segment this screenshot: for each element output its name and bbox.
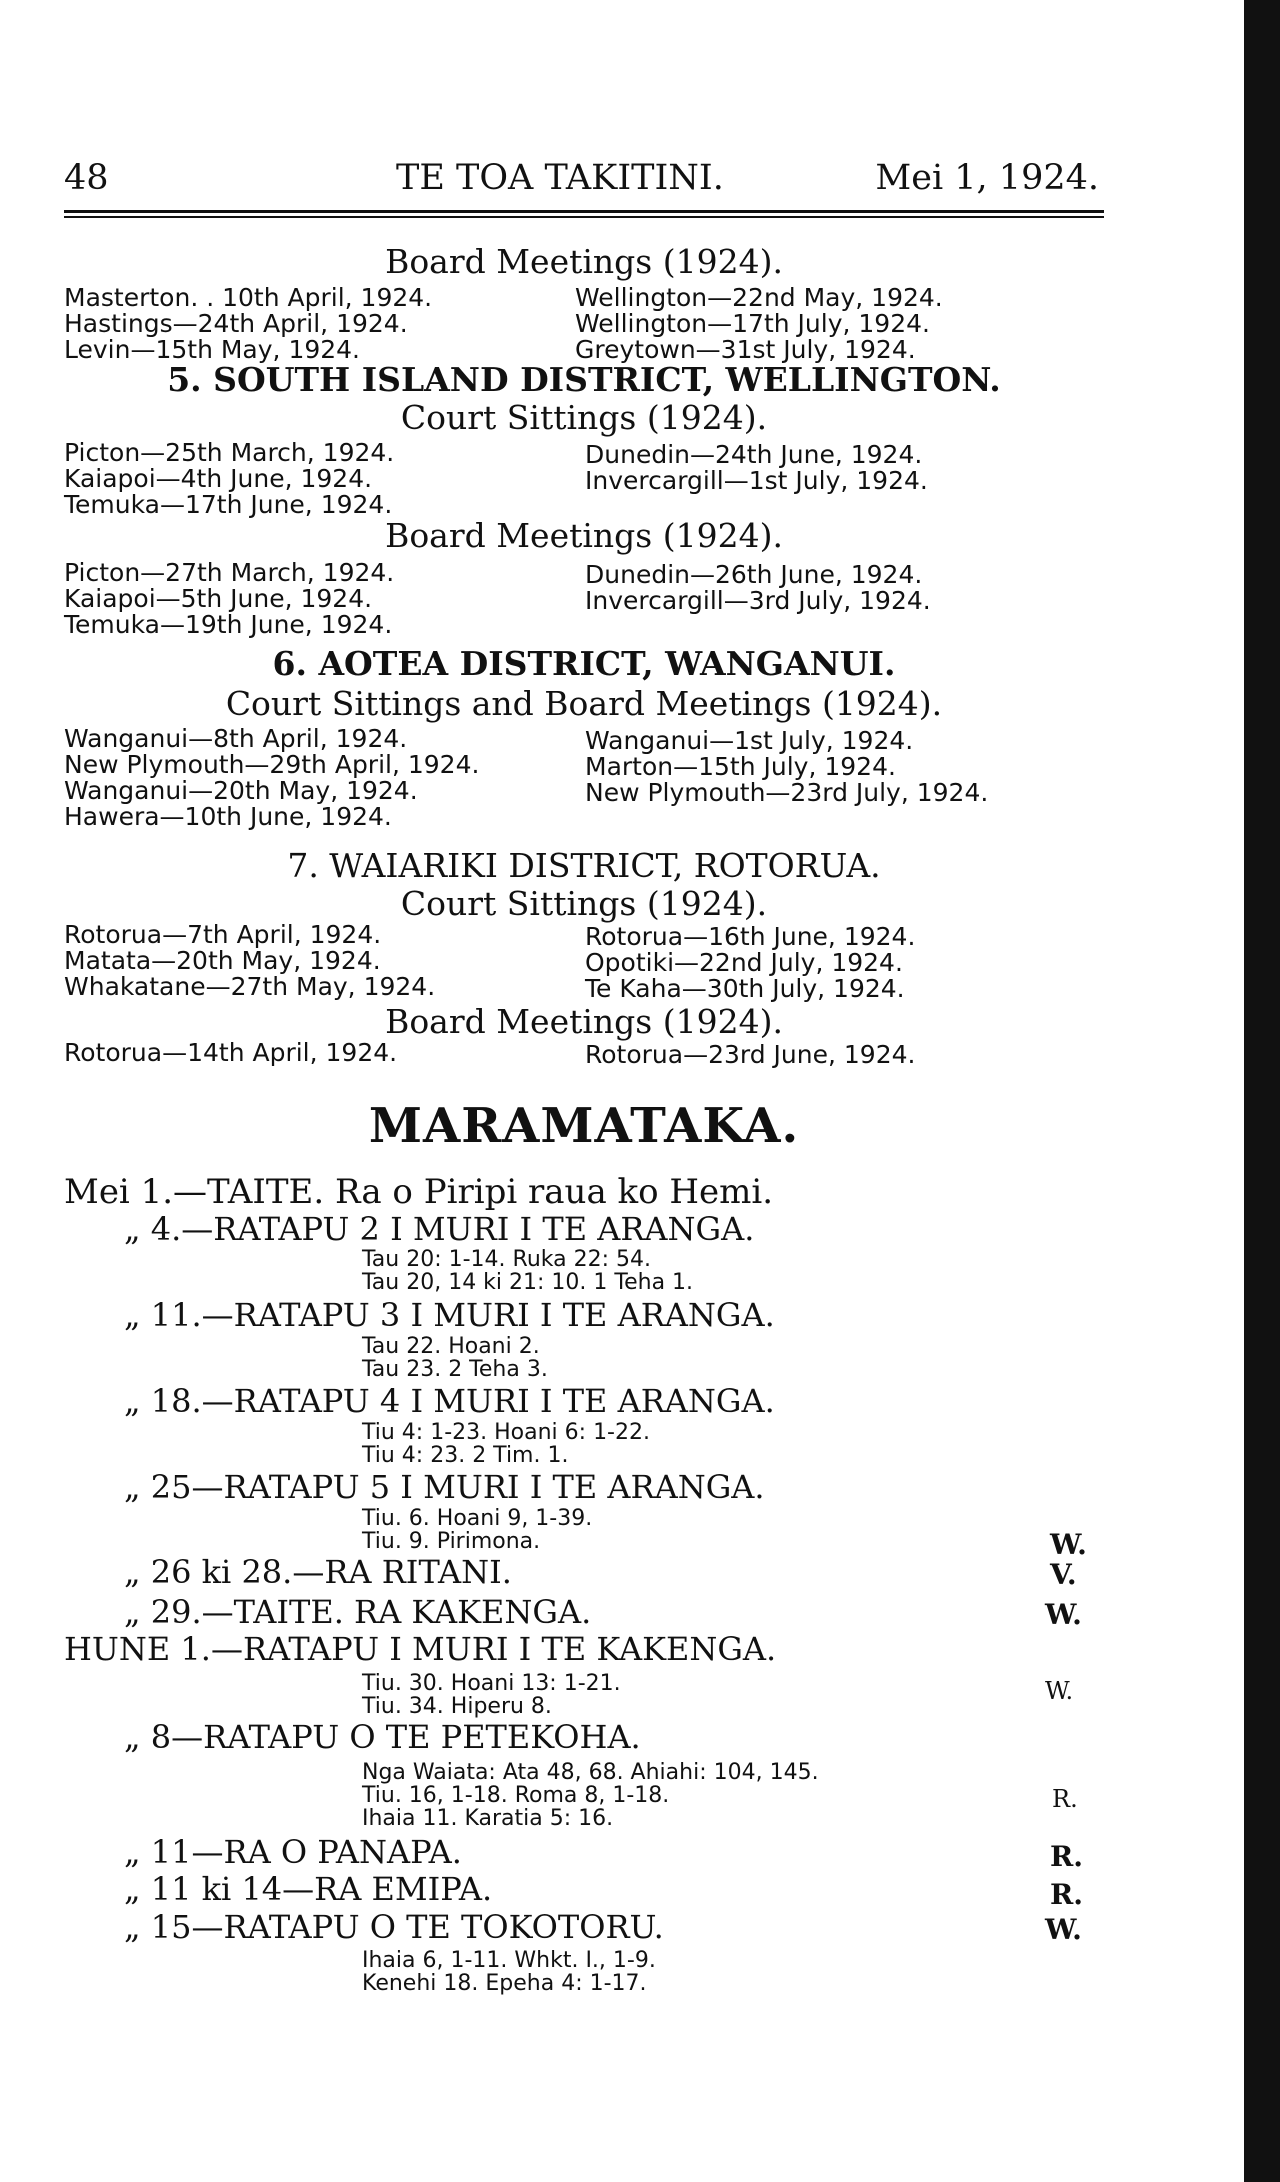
reading-ref: Tiu. 6. Hoani 9, 1-39. <box>362 1506 593 1531</box>
calendar-entry: „ 11—RA O PANAPA. <box>124 1833 462 1871</box>
scan-edge-bar <box>1244 0 1280 2182</box>
reading-ref: Tau 20, 14 ki 21: 10. 1 Teha 1. <box>362 1270 694 1295</box>
section-heading: 7. WAIARIKI DISTRICT, ROTORUA. <box>287 846 881 885</box>
calendar-entry: HUNE 1.—RATAPU I MURI I TE KAKENGA. <box>64 1630 777 1668</box>
vestment-color-mark: R. <box>1050 1878 1084 1911</box>
board-meetings-heading: Board Meetings (1924). <box>385 242 783 281</box>
header-rule <box>64 210 1104 213</box>
running-title: TE TOA TAKITINI. <box>396 158 724 198</box>
sitting-entry: Wanganui—8th April, 1924. <box>64 724 408 753</box>
meeting-entry: Masterton. . 10th April, 1924. <box>64 283 433 312</box>
meeting-entry: Kaiapoi—5th June, 1924. <box>64 584 373 613</box>
sitting-entry: New Plymouth—29th April, 1924. <box>64 750 480 779</box>
sitting-entry: Temuka—17th June, 1924. <box>64 490 393 519</box>
sitting-entry: Hawera—10th June, 1924. <box>64 802 392 831</box>
reading-ref: Tiu. 34. Hiperu 8. <box>362 1694 552 1719</box>
sitting-entry: Rotorua—7th April, 1924. <box>64 920 382 949</box>
reading-ref: Tiu 4: 1-23. Hoani 6: 1-22. <box>362 1420 650 1445</box>
reading-ref: Ihaia 6, 1-11. Whkt. I., 1-9. <box>362 1948 656 1973</box>
board-meetings-heading: Board Meetings (1924). <box>385 516 783 555</box>
reading-ref: Tau 20: 1-14. Ruka 22: 54. <box>362 1247 651 1272</box>
reading-ref: Nga Waiata: Ata 48, 68. Ahiahi: 104, 145. <box>362 1760 819 1785</box>
vestment-color-mark: W. <box>1045 1598 1082 1631</box>
sitting-entry: Opotiki—22nd July, 1924. <box>585 948 903 977</box>
sitting-entry: Kaiapoi—4th June, 1924. <box>64 464 373 493</box>
header-rule-thin <box>64 216 1104 218</box>
sitting-entry: Invercargill—1st July, 1924. <box>585 466 928 495</box>
court-board-heading: Court Sittings and Board Meetings (1924). <box>225 684 943 723</box>
meeting-entry: Picton—27th March, 1924. <box>64 558 395 587</box>
issue-date: Mei 1, 1924. <box>875 158 1099 198</box>
page-number: 48 <box>64 158 109 198</box>
sitting-entry: Wanganui—20th May, 1924. <box>64 776 418 805</box>
calendar-entry: „ 25—RATAPU 5 I MURI I TE ARANGA. <box>124 1468 765 1506</box>
sitting-entry: Te Kaha—30th July, 1924. <box>585 974 905 1003</box>
meeting-entry: Hastings—24th April, 1924. <box>64 309 408 338</box>
calendar-entry: „ 18.—RATAPU 4 I MURI I TE ARANGA. <box>124 1382 775 1420</box>
board-meetings-heading: Board Meetings (1924). <box>385 1002 783 1041</box>
court-sittings-heading: Court Sittings (1924). <box>400 398 768 437</box>
sitting-entry: Matata—20th May, 1924. <box>64 946 381 975</box>
vestment-color-mark: R. <box>1050 1840 1084 1873</box>
meeting-entry: Invercargill—3rd July, 1924. <box>585 586 931 615</box>
reading-ref: Ihaia 11. Karatia 5: 16. <box>362 1806 614 1831</box>
vestment-color-mark: W. <box>1045 1913 1082 1946</box>
vestment-color-mark: W. <box>1045 1677 1074 1705</box>
reading-ref: Tiu. 9. Pirimona. <box>362 1529 541 1554</box>
calendar-entry: „ 29.—TAITE. RA KAKENGA. <box>124 1593 592 1631</box>
calendar-entry: „ 11 ki 14—RA EMIPA. <box>124 1870 493 1908</box>
section-heading: 5. SOUTH ISLAND DISTRICT, WELLINGTON. <box>167 360 1001 399</box>
page-header <box>64 158 1099 208</box>
meeting-entry: Temuka—19th June, 1924. <box>64 610 393 639</box>
calendar-entry: „ 8—RATAPU O TE PETEKOHA. <box>124 1718 641 1756</box>
reading-ref: Tiu 4: 23. 2 Tim. 1. <box>362 1443 569 1468</box>
meeting-entry: Rotorua—14th April, 1924. <box>64 1038 398 1067</box>
maramataka-heading: MARAMATAKA. <box>368 1098 800 1154</box>
reading-ref: Tau 23. 2 Teha 3. <box>362 1357 548 1382</box>
calendar-entry: Mei 1.—TAITE. Ra o Piripi raua ko Hemi. <box>64 1172 774 1212</box>
sitting-entry: Picton—25th March, 1924. <box>64 438 395 467</box>
vestment-color-mark: W. <box>1050 1528 1087 1561</box>
reading-ref: Tiu. 30. Hoani 13: 1-21. <box>362 1671 621 1696</box>
sitting-entry: Whakatane—27th May, 1924. <box>64 972 436 1001</box>
meeting-entry: Rotorua—23rd June, 1924. <box>585 1040 916 1069</box>
sitting-entry: Rotorua—16th June, 1924. <box>585 922 916 951</box>
meeting-entry: Wellington—22nd May, 1924. <box>575 283 943 312</box>
sitting-entry: New Plymouth—23rd July, 1924. <box>585 778 989 807</box>
reading-ref: Tau 22. Hoani 2. <box>362 1334 540 1359</box>
meeting-entry: Greytown—31st July, 1924. <box>575 335 916 364</box>
court-sittings-heading: Court Sittings (1924). <box>400 884 768 923</box>
meeting-entry: Dunedin—26th June, 1924. <box>585 560 923 589</box>
sitting-entry: Marton—15th July, 1924. <box>585 752 896 781</box>
sitting-entry: Wanganui—1st July, 1924. <box>585 726 914 755</box>
calendar-entry: „ 26 ki 28.—RA RITANI. <box>124 1553 512 1591</box>
reading-ref: Kenehi 18. Epeha 4: 1-17. <box>362 1971 647 1996</box>
section-heading: 6. AOTEA DISTRICT, WANGANUI. <box>272 644 896 683</box>
vestment-color-mark: R. <box>1052 1785 1078 1813</box>
sitting-entry: Dunedin—24th June, 1924. <box>585 440 923 469</box>
calendar-entry: „ 4.—RATAPU 2 I MURI I TE ARANGA. <box>124 1210 755 1248</box>
meeting-entry: Levin—15th May, 1924. <box>64 335 361 364</box>
calendar-entry: „ 11.—RATAPU 3 I MURI I TE ARANGA. <box>124 1296 775 1334</box>
meeting-entry: Wellington—17th July, 1924. <box>575 309 930 338</box>
vestment-color-mark: V. <box>1050 1558 1077 1591</box>
reading-ref: Tiu. 16, 1-18. Roma 8, 1-18. <box>362 1783 670 1808</box>
calendar-entry: „ 15—RATAPU O TE TOKOTORU. <box>124 1908 664 1946</box>
